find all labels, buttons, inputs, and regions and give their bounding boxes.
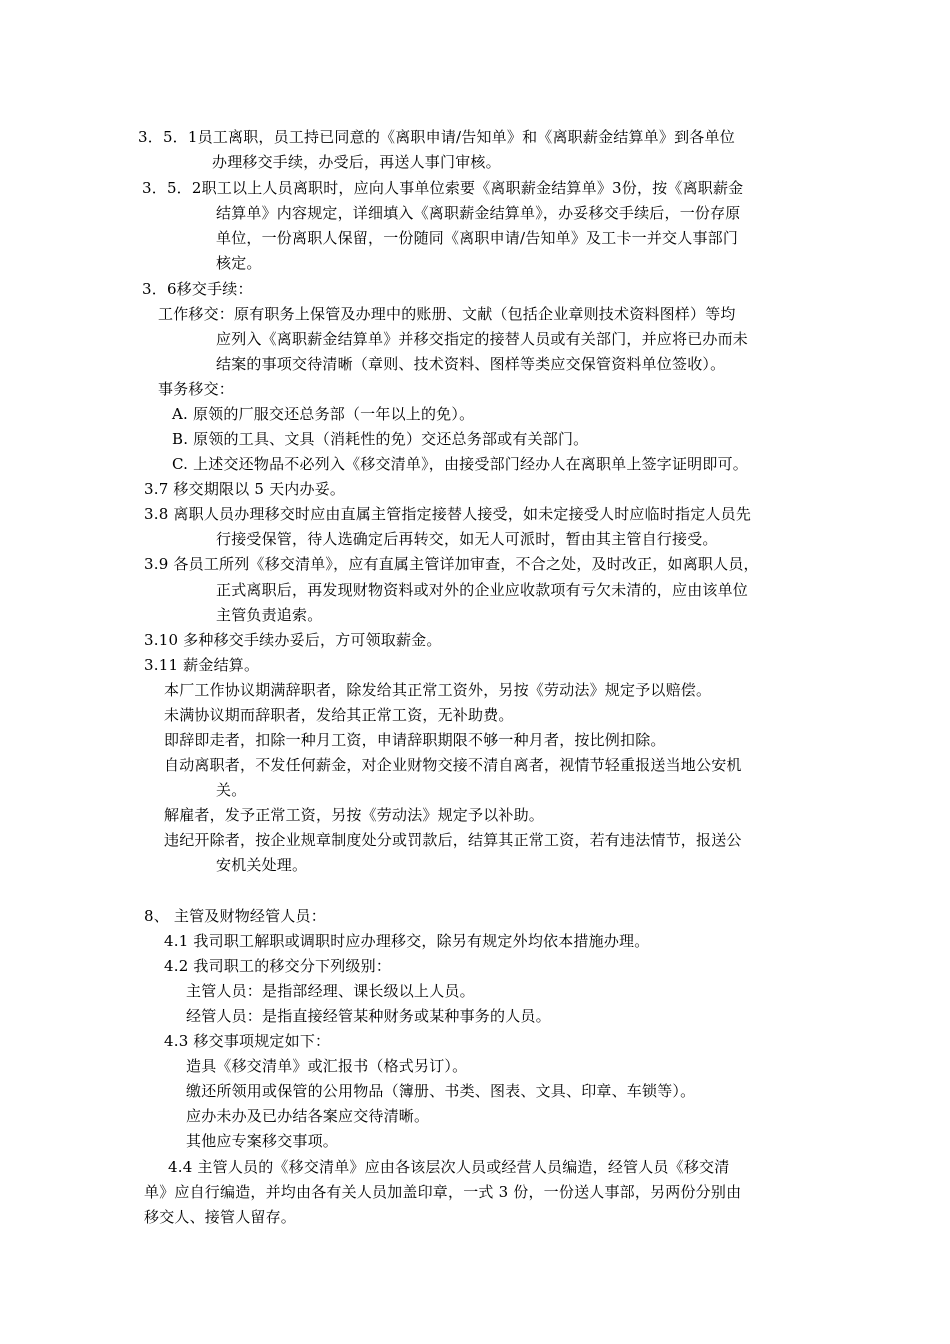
text-line: 移交人、接管人留存。 [144, 1208, 297, 1226]
list-item: B. 原领的工具、文具（消耗性的免）交还总务部或有关部门。 [172, 430, 589, 448]
text-line: 自动离职者，不发任何薪金，对企业财物交接不清自离者，视情节轻重报送当地公安机 [164, 756, 742, 774]
text-line: 其他应专案移交事项。 [186, 1132, 339, 1150]
text-line: 3.8 离职人员办理移交时应由直属主管指定接替人接受，如未定接受人时应临时指定人员先 [144, 505, 752, 523]
text-line: 办理移交手续，办受后，再送人事门审核。 [212, 153, 501, 171]
text-line: 本厂工作协议期满辞职者，除发给其正常工资外，另按《劳动法》规定予以赔偿。 [164, 681, 712, 699]
text-line: 应办未办及已办结各案应交待清晰。 [186, 1107, 430, 1125]
text-line: 4.1 我司职工解职或调职时应办理移交，除另有规定外均依本措施办理。 [164, 932, 650, 950]
list-item: C. 上述交还物品不必列入《移交清单》，由接受部门经办人在离职单上签字证明即可。 [172, 455, 748, 473]
text-line: 关。 [216, 781, 247, 799]
text-line: 3.9 各员工所列《移交清单》，应有直属主管详加审查，不合之处，及时改正，如离职人员， [144, 555, 759, 573]
text-line: 安机关处理。 [216, 856, 308, 874]
text-line: 核定。 [216, 254, 262, 272]
text-line: 3.7 移交期限以 5 天内办妥。 [144, 480, 346, 498]
text-line: 缴还所领用或保管的公用物品（簿册、书类、图表、文具、印章、车锁等）。 [186, 1082, 696, 1100]
text-line: 3．5．2职工以上人员离职时，应向人事单位索要《离职薪金结算单》3份，按《离职薪金 [142, 179, 744, 197]
text-line: 即辞即走者，扣除一种月工资，申请辞职期限不够一种月者，按比例扣除。 [164, 731, 666, 749]
list-item: A. 原领的厂服交还总务部（一年以上的免）。 [172, 405, 475, 423]
text-line: 3.10 多种移交手续办妥后，方可领取薪金。 [144, 631, 442, 649]
text-line: 3．5．1员工离职，员工持已同意的《离职申请/告知单》和《离职薪金结算单》到各单位 [138, 128, 735, 146]
text-line: 正式离职后，再发现财物资料或对外的企业应收款项有亏欠未清的，应由该单位 [216, 581, 749, 599]
text-line: 违纪开除者，按企业规章制度处分或罚款后，结算其正常工资，若有违法情节，报送公 [164, 831, 742, 849]
text-line: 事务移交： [158, 380, 235, 398]
text-line: 4.4 主管人员的《移交清单》应由各该层次人员或经营人员编造，经管人员《移交清 [168, 1158, 730, 1176]
text-line: 4.3 移交事项规定如下： [164, 1032, 331, 1050]
text-line: 解雇者，发予正常工资，另按《劳动法》规定予以补助。 [164, 806, 545, 824]
text-line: 单位，一份离职人保留，一份随同《离职申请/告知单》及工卡一并交人事部门 [216, 229, 739, 247]
text-line: 主管人员：是指部经理、课长级以上人员。 [186, 982, 475, 1000]
text-line: 结案的事项交待清晰（章则、技术资料、图样等类应交保管资料单位签收）。 [216, 355, 726, 373]
text-line: 结算单》内容规定，详细填入《离职薪金结算单》，办妥移交手续后，一份存原 [216, 204, 741, 222]
text-line: 未满协议期而辞职者，发给其正常工资，无补助费。 [164, 706, 514, 724]
text-line: 工作移交：原有职务上保管及办理中的账册、文献（包括企业章则技术资料图样）等均 [158, 305, 736, 323]
section-heading: 8、 主管及财物经管人员： [144, 907, 326, 925]
text-line: 单》应自行编造，并均由各有关人员加盖印章，一式 3 份，一份送人事部，另两份分别由 [144, 1183, 742, 1201]
text-line: 4.2 我司职工的移交分下列级别： [164, 957, 392, 975]
text-line: 行接受保管，待人选确定后再转交，如无人可派时，暂由其主管自行接受。 [216, 530, 718, 548]
text-line: 造具《移交清单》或汇报书（格式另订）。 [186, 1057, 468, 1075]
text-line: 主管负责追索。 [216, 606, 323, 624]
text-line: 经管人员：是指直接经管某种财务或某种事务的人员。 [186, 1007, 551, 1025]
section-heading: 3.11 薪金结算。 [144, 656, 260, 674]
text-line: 应列入《离职薪金结算单》并移交指定的接替人员或有关部门，并应将已办而未 [216, 330, 749, 348]
section-heading: 3．6移交手续： [142, 280, 253, 298]
